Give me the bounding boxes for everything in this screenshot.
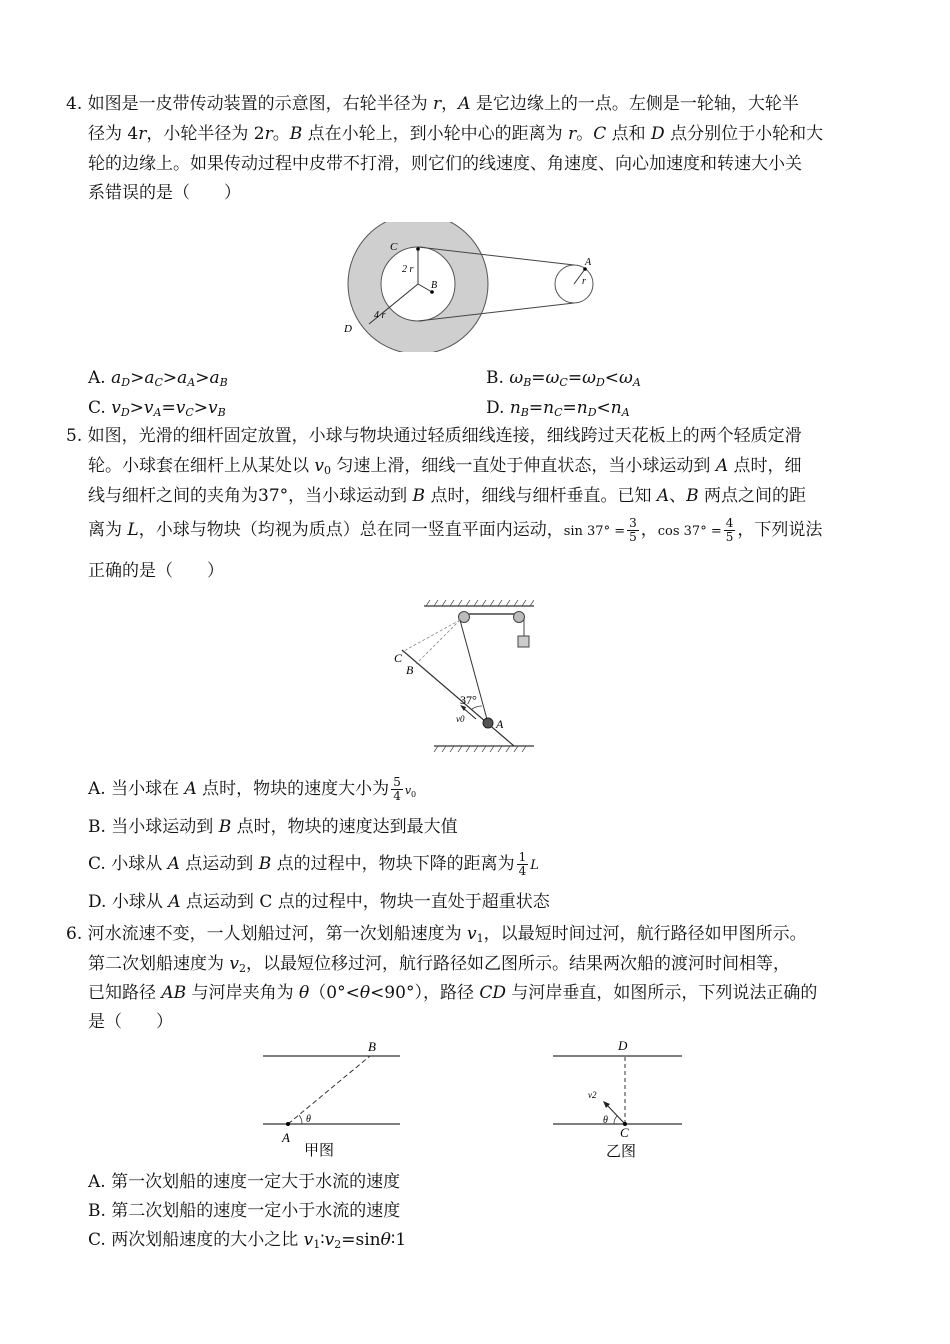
- label-D: D: [344, 323, 352, 335]
- q5-line-2: 轮。小球套在细杆上从某处以 $v_0$ 匀速上滑，细线一直处于伸直状态，当小球运动到 A 点时，细: [88, 456, 802, 477]
- q4-option-d[interactable]: D. $n_B=n_C=n_D<n_A$: [486, 398, 630, 419]
- v2-arrow: [606, 1104, 625, 1124]
- q4-line-4: 系错误的是（ ）: [88, 183, 241, 203]
- label-theta: θ: [603, 1115, 608, 1126]
- label-C: C: [390, 241, 398, 253]
- q4-line-2: 径为 4r，小轮半径为 2r。B 点在小轮上，到小轮中心的距离为 r。C 点和 D 点分别位于小轮和大: [88, 124, 824, 144]
- q6-figure-jia: [258, 1038, 418, 1158]
- caption-jia: 甲图: [304, 1143, 335, 1158]
- q6-line-2: 第二次划船速度为 $v_2$，以最短位移过河，航行路径如乙图所示。结果两次船的渡河时间相等，: [88, 954, 791, 975]
- block: [518, 636, 529, 647]
- label-C: C: [394, 651, 403, 665]
- q5-pulley-rod-figure: [394, 598, 534, 758]
- q4-belt-pulley-figure: [336, 222, 606, 352]
- q6-line-3: 已知路径 AB 与河岸夹角为 θ（0°<θ<90°），路径 CD 与河岸垂直，如图所示，下列说法正确的: [88, 983, 818, 1003]
- q6-figure-yi: [548, 1036, 708, 1166]
- q4-option-a[interactable]: A. $a_D>a_C>a_A>a_B$: [88, 368, 228, 389]
- label-v0: v0: [456, 714, 465, 724]
- q6-line-1: 6. 河水流速不变，一人划船过河，第一次划船速度为 $v_1$，以最短时间过河，航行路径如甲图所示。: [66, 924, 807, 945]
- label-B: B: [431, 280, 438, 291]
- label-angle: 37°: [460, 693, 477, 707]
- label-4r: 4 r: [374, 310, 386, 321]
- label-A: A: [496, 717, 504, 731]
- caption-yi: 乙图: [606, 1144, 637, 1160]
- label-r: r: [582, 276, 586, 287]
- q4-line-3: 轮的边缘上。如果传动过程中皮带不打滑，则它们的线速度、角速度、向心加速度和转速大小关: [88, 154, 802, 174]
- label-A: A: [282, 1130, 290, 1145]
- label-2r: 2 r: [402, 264, 414, 275]
- label-C: C: [620, 1125, 629, 1140]
- q5-option-d[interactable]: D. 小球从 A 点运动到 C 点的过程中，物块一直处于超重状态: [88, 892, 550, 912]
- q5-line-1: 5. 如图，光滑的细杆固定放置，小球与物块通过轻质细线连接，细线跨过天花板上的两个轻质定滑: [66, 426, 802, 446]
- q5-line-3: 线与细杆之间的夹角为37°，当小球运动到 B 点时，细线与细杆垂直。已知 A、B 两点之间的距: [88, 486, 807, 506]
- label-B: B: [368, 1039, 376, 1054]
- label-theta: θ: [306, 1114, 311, 1125]
- q6-option-c[interactable]: C. 两次划船速度的大小之比 $v_1∶v_2=\sin\theta∶1$: [88, 1230, 407, 1251]
- q5-option-a[interactable]: A. 当小球在 A 点时，物块的速度大小为 $\frac{5}{4}$ $v_0$: [88, 775, 417, 803]
- rod: [402, 650, 514, 746]
- ball: [483, 718, 493, 728]
- q4-option-c[interactable]: C. $v_D>v_A=v_C>v_B$: [88, 398, 226, 419]
- q5-line-5: 正确的是（ ）: [88, 561, 224, 581]
- label-D: D: [618, 1038, 628, 1053]
- q4-option-b[interactable]: B. $\omega_B=\omega_C=\omega_D<\omega_A$: [486, 368, 641, 389]
- path-AB: [288, 1056, 370, 1124]
- label-v2: v2: [588, 1090, 597, 1100]
- pulley-right: [514, 612, 525, 623]
- q5-option-c[interactable]: C. 小球从 A 点运动到 B 点的过程中，物块下降的距离为 $\frac{1}{4}$ L: [88, 850, 539, 878]
- label-B: B: [406, 663, 414, 677]
- q4-line-1: 4. 如图是一皮带传动装置的示意图，右轮半径为 r，A 是它边缘上的一点。左侧是一轮轴，大轮半: [66, 94, 799, 114]
- q5-line-4: 离为 L，小球与物块（均视为质点）总在同一竖直平面内运动，sin 37° = $\frac{3}{5}$ ，cos 37° = $\frac{4}{5}$ ，下列说法: [88, 516, 823, 544]
- q5-option-b[interactable]: B. 当小球运动到 B 点时，物块的速度达到最大值: [88, 817, 458, 837]
- q6-option-b[interactable]: B. 第二次划船的速度一定小于水流的速度: [88, 1201, 401, 1221]
- q6-option-a[interactable]: A. 第一次划船的速度一定大于水流的速度: [88, 1172, 401, 1192]
- q6-line-4: 是（ ）: [88, 1012, 173, 1032]
- label-A: A: [585, 257, 592, 268]
